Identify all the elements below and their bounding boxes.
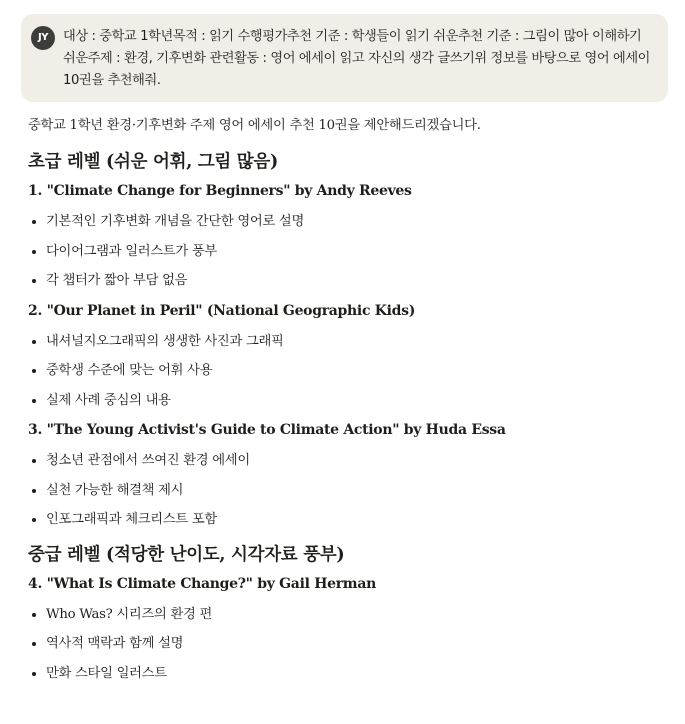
book-points-3 [28, 446, 668, 535]
response-intro: 중학교 1학년 환경·기후변화 주제 영어 에세이 추천 10권을 제안해드리겠습니다. [28, 118, 481, 133]
book-points-4 [28, 600, 668, 689]
list-item: 내셔널지오그래픽의 생생한 사진과 그래픽 [28, 327, 668, 357]
list-item: 역사적 맥락과 함께 설명 [28, 629, 668, 659]
list-item: 인포그래픽과 체크리스트 포함 [28, 505, 668, 535]
list-item: 다이어그램과 일러스트가 풍부 [28, 237, 668, 267]
section-heading-intermediate: 중급 레벨 (적당한 난이도, 시각자료 풍부) [28, 544, 345, 565]
user-avatar: JY [31, 26, 55, 50]
book-title-1: 1. "Climate Change for Beginners" by Andy Reeves [28, 183, 412, 199]
list-item: 실제 사례 중심의 내용 [28, 386, 668, 416]
list-item: 청소년 관점에서 쓰여진 환경 에세이 [28, 446, 668, 476]
list-item: 실천 가능한 해결책 제시 [28, 476, 668, 506]
list-item: 각 챕터가 짧아 부담 없음 [28, 266, 668, 296]
user-message-text: 대상 : 중학교 1학년목적 : 읽기 수행평가추천 기준 : 학생들이 읽기 쉬운추천 기준 : 그림이 많아 이해하기 쉬운주제 : 환경, 기후변화 관련활동 : 영어 에세이 읽고 자신의 생각 글쓰기위 정보를 바탕으로 영어 에세이 10권을 추천해줘. [63, 29, 650, 88]
section-heading-beginner: 초급 레벨 (쉬운 어휘, 그림 많음) [28, 152, 278, 172]
book-title-3: 3. "The Young Activist's Guide to Climate Action" by Huda Essa [28, 422, 506, 438]
list-item: 기본적인 기후변화 개념을 간단한 영어로 설명 [28, 207, 668, 237]
book-title-4: 4. "What Is Climate Change?" by Gail Herman [28, 575, 376, 592]
assistant-response [28, 112, 668, 688]
book-points-2 [28, 327, 668, 416]
list-item: 만화 스타일 일러스트 [28, 659, 668, 689]
list-item: Who Was? 시리즈의 환경 편 [28, 600, 668, 630]
book-title-2: 2. "Our Planet in Peril" (National Geographic Kids) [28, 302, 416, 319]
list-item: 중학생 수준에 맞는 어휘 사용 [28, 356, 668, 386]
book-points-1 [28, 207, 668, 296]
user-message-bubble [21, 14, 668, 102]
